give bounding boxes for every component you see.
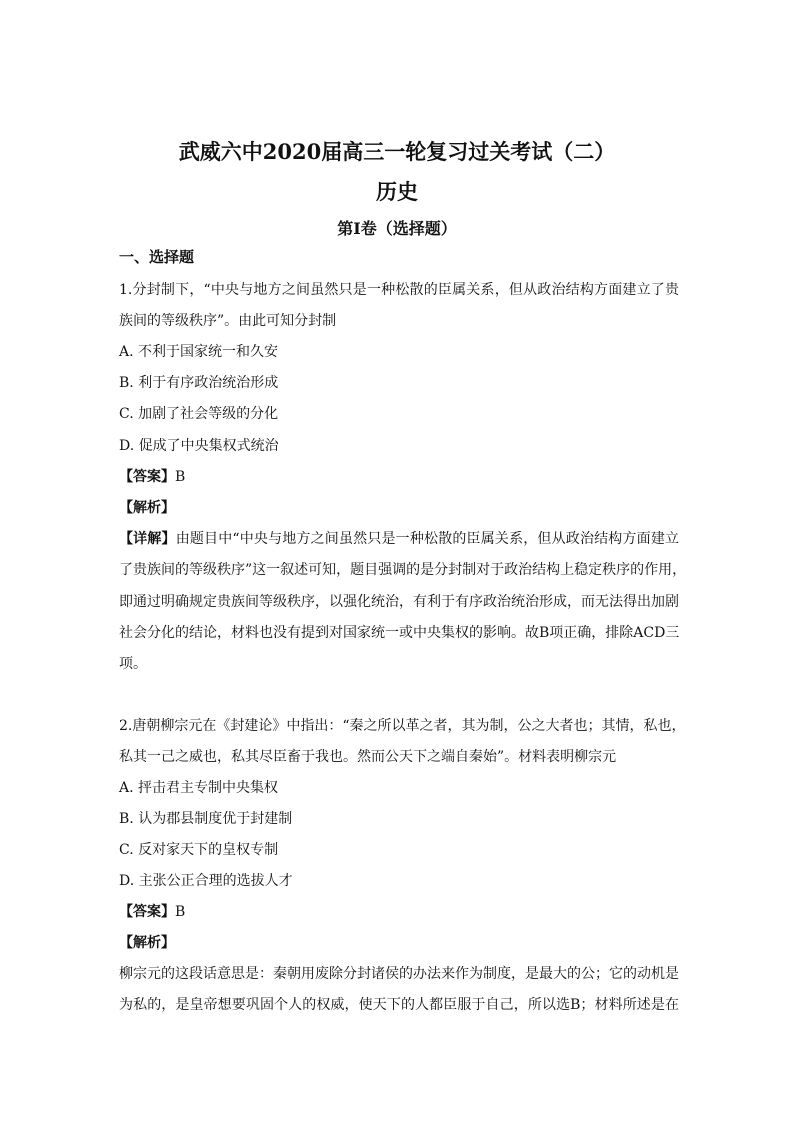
q2-stem-line-2: 私其一己之威也，私其尽臣畜于我也。然而公天下之端自秦始”。材料表明柳宗元 <box>119 749 617 765</box>
section-heading: 一、选择题 <box>119 248 195 266</box>
q1-analysis-label: 【解析】 <box>119 500 175 516</box>
q2-analysis-label: 【解析】 <box>119 935 175 951</box>
q2-option-c: C. 反对家天下的皇权专制 <box>119 842 279 858</box>
q2-answer-label: 【答案】 <box>119 904 175 920</box>
q2-stem-line-1: 2.唐朝柳宗元在《封建论》中指出：“秦之所以革之者，其为制，公之大者也；其情，私也， <box>119 718 686 734</box>
q1-option-a: A. 不利于国家统一和久安 <box>119 344 279 360</box>
q2-analysis-line-1: 柳宗元的这段话意思是：秦朝用废除分封诸侯的办法来作为制度，是最大的公；它的动机是 <box>119 966 679 982</box>
q1-stem-line-2: 族间的等级秩序”。由此可知分封制 <box>119 313 337 329</box>
q1-answer-value: B <box>175 469 186 485</box>
q1-option-c: C. 加剧了社会等级的分化 <box>119 406 279 422</box>
q2-answer <box>119 902 679 922</box>
q1-option-b: B. 利于有序政治统治形成 <box>119 375 279 391</box>
q1-detail-text-1: 由题目中“中央与地方之间虽然只是一种松散的臣属关系，但从政治结构方面建立 <box>175 531 680 547</box>
q1-detail-line-3: 即通过明确规定贵族间等级秩序，以强化统治，有利于有序政治统治形成，而无法得出加剧 <box>119 594 679 610</box>
q1-detail-line-1 <box>119 529 679 549</box>
exam-title: 武威六中2020届高三一轮复习过关考试（二） <box>178 139 616 164</box>
q2-option-b: B. 认为郡县制度优于封建制 <box>119 811 293 827</box>
q1-detail-line-2: 了贵族间的等级秩序”这一叙述可知，题目强调的是分封制对于政治结构上稳定秩序的作用， <box>119 562 687 578</box>
q1-answer <box>119 467 679 487</box>
q1-detail-line-5: 项。 <box>119 656 147 672</box>
q1-stem-line-1: 1.分封制下，“中央与地方之间虽然只是一种松散的臣属关系，但从政治结构方面建立了贵 <box>119 282 679 298</box>
q1-option-d: D. 促成了中央集权式统治 <box>119 438 279 454</box>
q1-detail-line-4: 社会分化的结论，材料也没有提到对国家统一或中央集权的影响。故B项正确，排除ACD三 <box>119 625 680 641</box>
q2-option-a: A. 抨击君主专制中央集权 <box>119 780 279 796</box>
q1-answer-label: 【答案】 <box>119 469 175 485</box>
q1-detail-label: 【详解】 <box>119 531 176 547</box>
subject-title: 历史 <box>376 179 418 204</box>
q2-answer-value: B <box>175 904 186 920</box>
q2-option-d: D. 主张公正合理的选拔人才 <box>119 873 293 889</box>
q2-analysis-line-2: 为私的，是皇帝想要巩固个人的权威，使天下的人都臣服于自己，所以选B；材料所述是在 <box>119 997 679 1013</box>
volume-title: 第Ⅰ卷（选择题） <box>337 219 457 238</box>
